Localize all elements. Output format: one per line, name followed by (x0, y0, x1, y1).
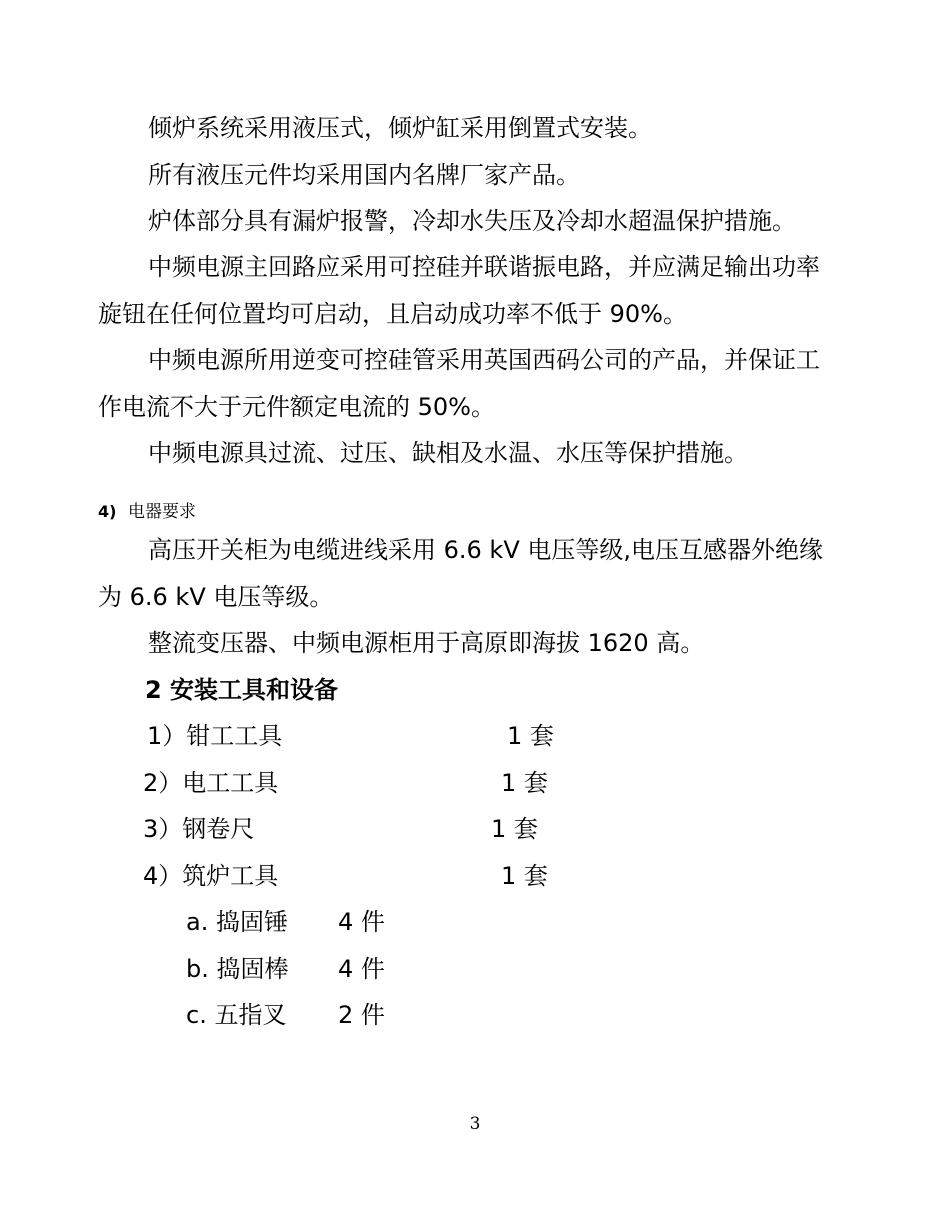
paragraph-thyristor-line1: 中频电源所用逆变可控硅管采用英国西码公司的产品，并保证工 (148, 346, 820, 374)
subtool-item-qty: 4 件 (338, 955, 385, 983)
tool-item-qty: 1 套 (501, 769, 548, 797)
paragraph-power-circuit-line1: 中频电源主回路应采用可控硅并联谐振电路，并应满足输出功率 (148, 253, 820, 281)
page-number: 3 (469, 1114, 481, 1134)
paragraph-hydraulic-parts: 所有液压元件均采用国内名牌厂家产品。 (148, 161, 580, 189)
tool-item-name: 4）筑炉工具 (143, 862, 279, 890)
section-title: 电器要求 (128, 502, 196, 522)
tool-item-name: 1）钳工工具 (147, 722, 283, 750)
tool-item-qty: 1 套 (491, 815, 538, 843)
tool-item-name: 2）电工工具 (143, 769, 279, 797)
paragraph-thyristor-line2: 作电流不大于元件额定电流的 50%。 (98, 393, 495, 421)
paragraph-power-protection: 中频电源具过流、过压、缺相及水温、水压等保护措施。 (148, 439, 748, 467)
subtool-item-name: b. 捣固棒 (186, 955, 289, 983)
tool-item-name: 3）钢卷尺 (143, 815, 255, 843)
paragraph-furnace-protection: 炉体部分具有漏炉报警，冷却水失压及冷却水超温保护措施。 (148, 207, 796, 235)
paragraph-switchgear-line1: 高压开关柜为电缆进线采用 6.6 kV 电压等级,电压互感器外绝缘 (148, 536, 823, 564)
paragraph-power-circuit-line2: 旋钮在任何位置均可启动，且启动成功率不低于 90%。 (98, 300, 687, 328)
tool-item-qty: 1 套 (507, 722, 554, 750)
tools-heading: 2 安装工具和设备 (145, 676, 339, 704)
paragraph-tilting-system: 倾炉系统采用液压式，倾炉缸采用倒置式安装。 (148, 114, 652, 142)
subtool-item-qty: 2 件 (338, 1001, 385, 1029)
subtool-item-qty: 4 件 (338, 908, 385, 936)
subtool-item-name: c. 五指叉 (186, 1001, 287, 1029)
tool-item-qty: 1 套 (501, 862, 548, 890)
paragraph-altitude: 整流变压器、中频电源柜用于高原即海拔 1620 高。 (148, 629, 705, 657)
section-number: 4) (98, 502, 117, 521)
subtool-item-name: a. 捣固锤 (186, 908, 288, 936)
paragraph-switchgear-line2: 为 6.6 kV 电压等级。 (98, 583, 334, 611)
